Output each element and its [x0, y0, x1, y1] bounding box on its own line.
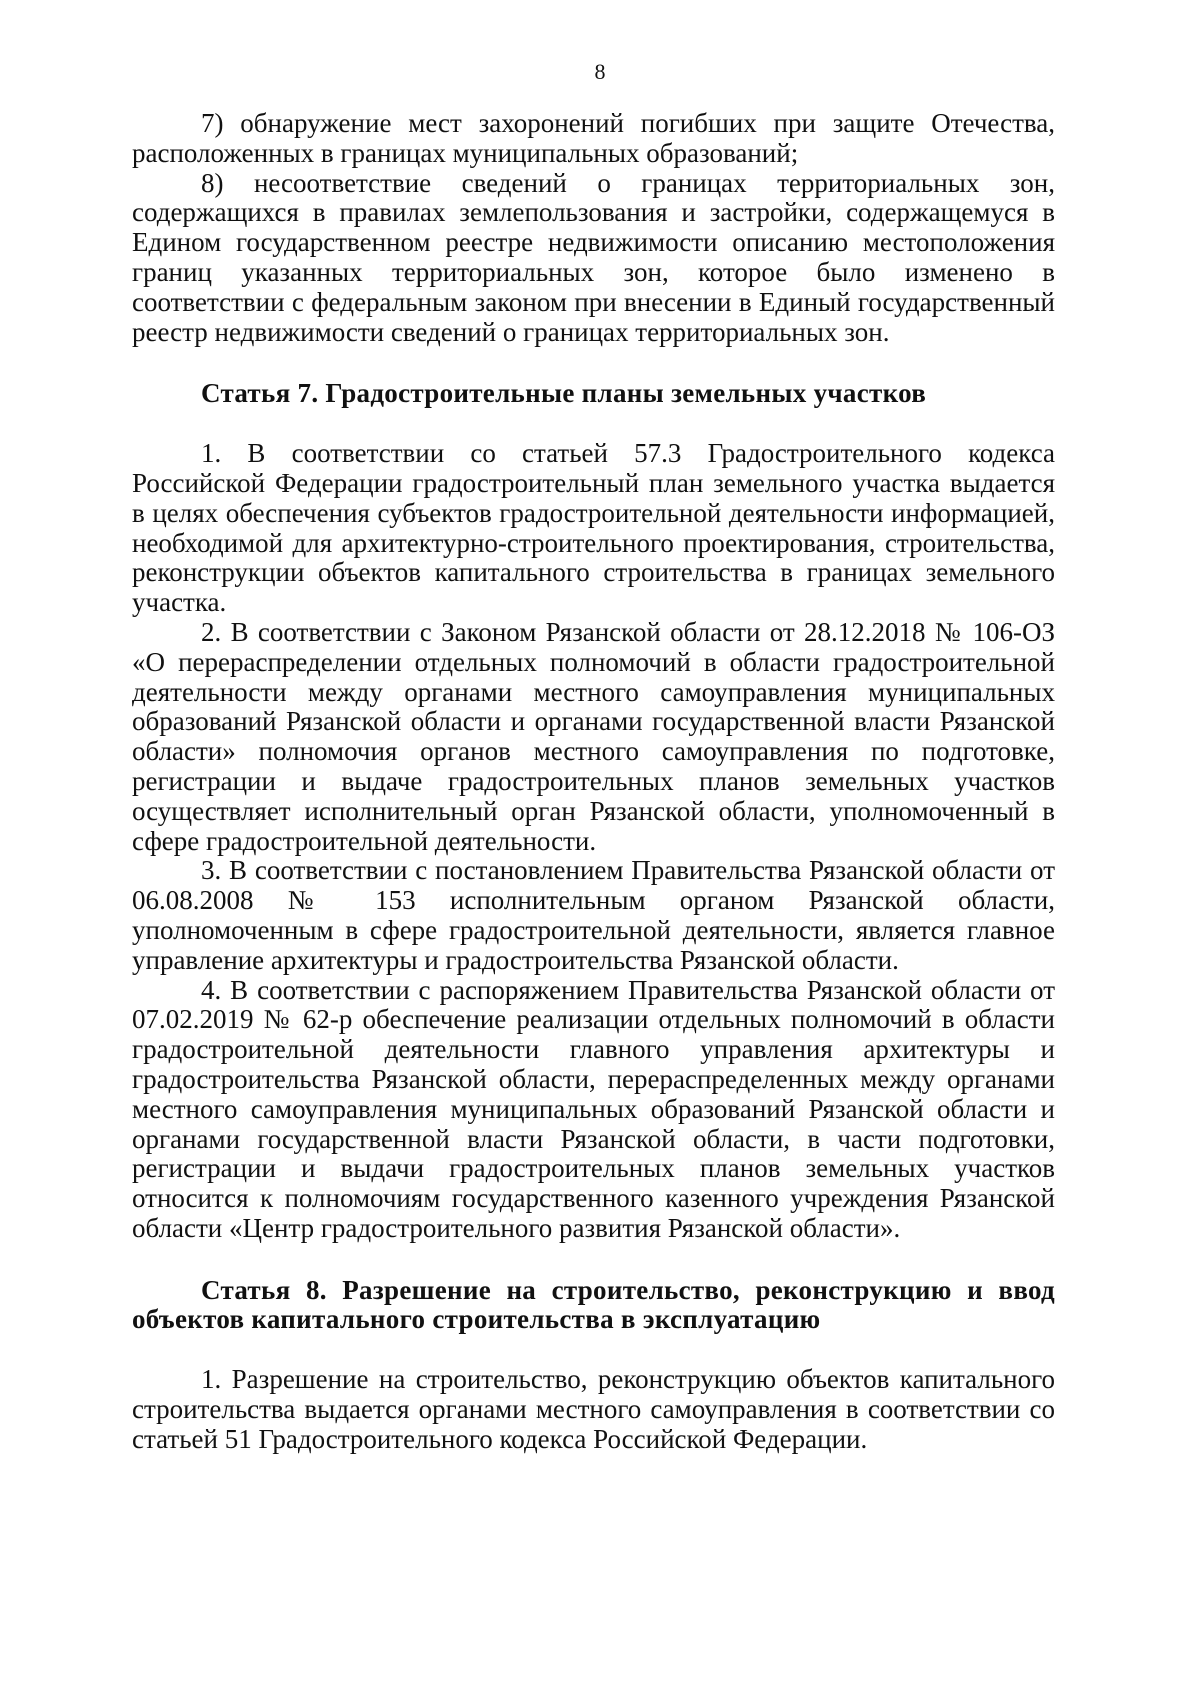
article-7-paragraph-2: 2. В соответствии с Законом Рязанской области от 28.12.2018 № 106-ОЗ «О перераспределении отдельных полномочий в области градостроительной деятельности между органами местного самоуправления муниципальных образований Рязанской области и органами государственной власти Рязанской области» полномочия органов местного самоуправления по подготовке, регистрации и выдаче градостроительных планов земельных участков осуществляет исполнительный орган Рязанской области, уполномоченный в сфере градостроительной деятельности.	[132, 616, 1055, 856]
article-8-paragraph-1: 1. Разрешение на строительство, реконструкцию объектов капитального строительства выдается органами местного самоуправления в соответствии со статьей 51 Градостроительного кодекса Российской Федерации.	[132, 1364, 1055, 1454]
article-7-paragraph-3: 3. В соответствии с постановлением Правительства Рязанской области от 06.08.2008 № 153 исполнительным органом Рязанской области, уполномоченным в сфере градостроительной деятельности, является главное управление архитектуры и градостроительства Рязанской области.	[132, 855, 1055, 975]
paragraph-item-7: 7) обнаружение мест захоронений погибших при защите Отечества, расположенных в границах муниципальных образований;	[132, 108, 1055, 168]
spacer	[132, 1244, 1055, 1276]
paragraph-item-8: 8) несоответствие сведений о границах территориальных зон, содержащихся в правилах землепользования и застройки, содержащемуся в Едином государственном реестре недвижимости описанию местоположения границ указанных территориальных зон, которое было изменено в соответствии с федеральным законом при внесении в Единый государственный реестр недвижимости сведений о границах территориальных зон.	[132, 167, 1055, 347]
document-body	[132, 109, 1055, 1455]
article-7-paragraph-1: 1. В соответствии со статьей 57.3 Градостроительного кодекса Российской Федерации градостроительный план земельного участка выдается в целях обеспечения субъектов градостроительной деятельности информацией, необходимой для архитектурно-строительного проектирования, строительства, реконструкции объектов капитального строительства в границах земельного участка.	[132, 438, 1055, 618]
article-7-heading: Статья 7. Градостроительные планы земельных участков	[201, 378, 927, 409]
page-number: 8	[594, 59, 606, 84]
article-7-paragraph-4: 4. В соответствии с распоряжением Правительства Рязанской области от 07.02.2019 № 62-р обеспечение реализации отдельных полномочий в области градостроительной деятельности главного управления архитектуры и градостроительства Рязанской области, перераспределенных между органами местного самоуправления муниципальных образований Рязанской области и органами государственной власти Рязанской области, в части подготовки, регистрации и выдачи градостроительных планов земельных участков относится к полномочиям государственного казенного учреждения Рязанской области «Центр градостроительного развития Рязанской области».	[132, 974, 1055, 1243]
spacer	[132, 1335, 1055, 1365]
spacer	[132, 347, 1055, 379]
spacer	[132, 409, 1055, 439]
article-8-heading: Статья 8. Разрешение на строительство, реконструкцию и ввод объектов капитального строительства в эксплуатацию	[132, 1274, 1055, 1335]
